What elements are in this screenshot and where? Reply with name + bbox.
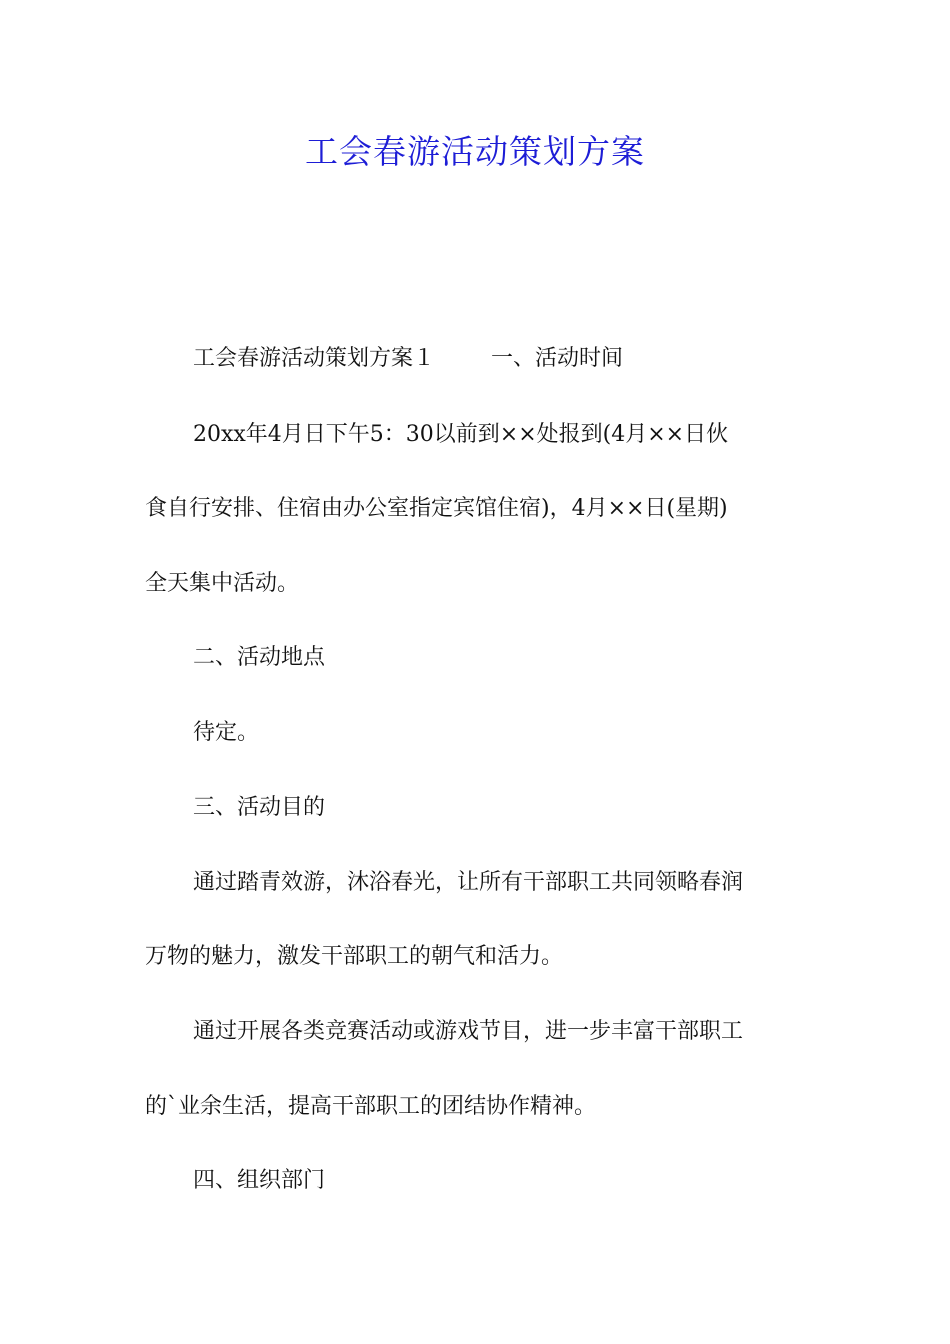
paragraph-line: 的`业余生活，提高干部职工的团结协作精神。 xyxy=(145,1094,597,1119)
section-heading-organizer: 四、组织部门 xyxy=(193,1168,326,1193)
paragraph-line: 万物的魅力，激发干部职工的朝气和活力。 xyxy=(145,944,564,969)
section-heading-purpose: 三、活动目的 xyxy=(193,795,326,820)
paragraph-line: 通过踏青效游，沐浴春光，让所有干部职工共同领略春润 xyxy=(193,870,744,895)
paragraph-line: 食自行安排、住宿由办公室指定宾馆住宿)，4月××日(星期) xyxy=(145,496,728,521)
plan-heading: 工会春游活动策划方案１ xyxy=(193,346,436,371)
document-title: 工会春游活动策划方案 xyxy=(305,132,645,171)
paragraph-line: 通过开展各类竞赛活动或游戏节目，进一步丰富干部职工 xyxy=(193,1019,744,1044)
section-heading-location: 二、活动地点 xyxy=(193,645,326,670)
paragraph-line xyxy=(193,344,623,374)
paragraph-line: 20xx年4月日下午5：30以前到××处报到(4月××日伙 xyxy=(193,422,729,447)
paragraph-line: 全天集中活动。 xyxy=(145,571,300,596)
paragraph-line: 待定。 xyxy=(193,720,260,745)
section-heading-time: 一、活动时间 xyxy=(491,346,624,371)
